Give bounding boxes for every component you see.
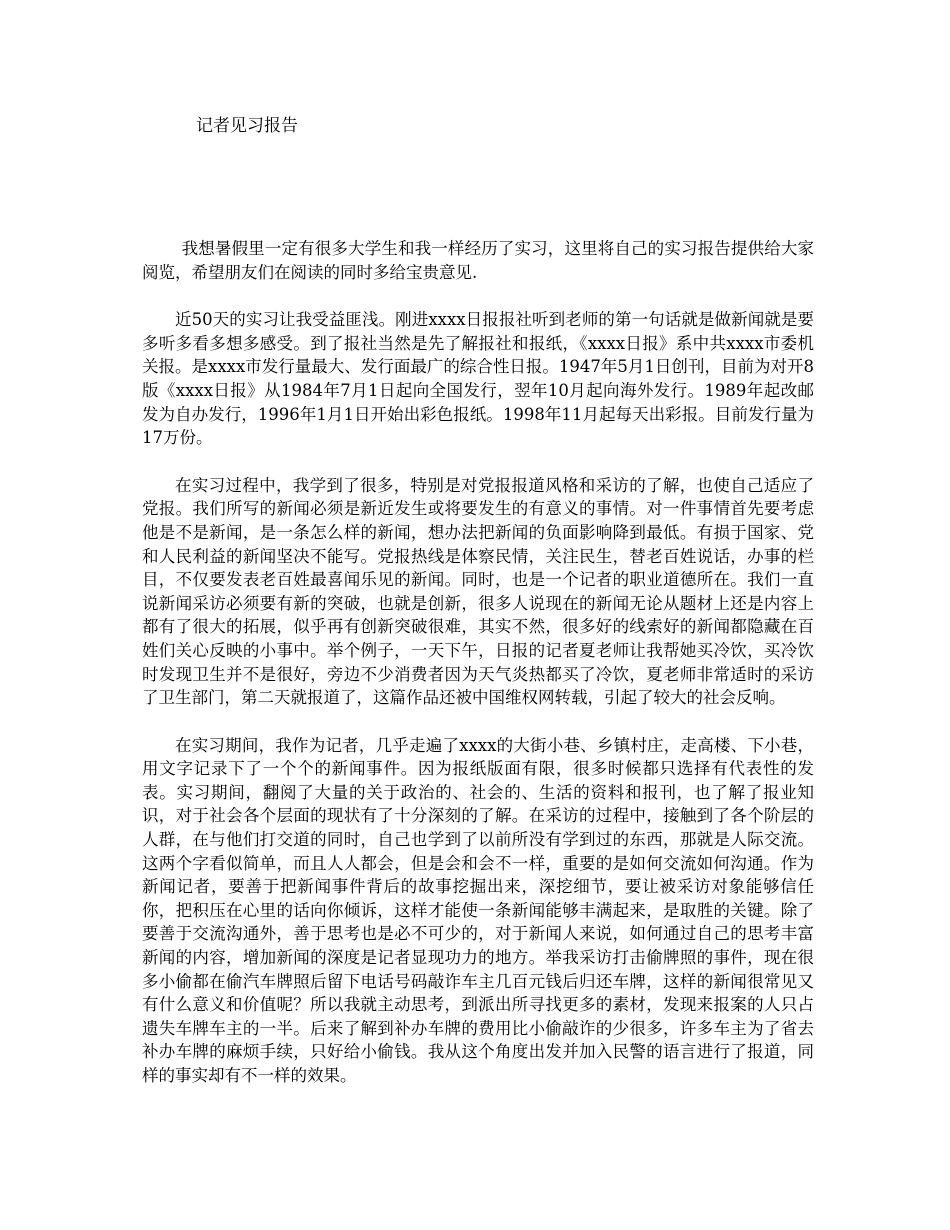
document-title: 记者见习报告: [196, 116, 298, 136]
reporting-practice-paragraph: 在实习期间，我作为记者，几乎走遍了xxxx的大街小巷、乡镇村庄，走高楼、下小巷，用文字记录下了一个个的新闻事件。因为报纸版面有限，很多时候都只选择有代表性的发表。实习期间，翻阅了大量的关于政治的、社会的、生活的资料和报刊，也了解了报业知识，对于社会各个层面的现状有了十分深刻的了解。在采访的过程中，接触到了各个阶层的人群，在与他们打交道的同时，自己也学到了以前所没有学到过的东西，那就是人际交流。这两个字看似简单，而且人人都会，但是会和会不一样，重要的是如何交流如何沟通。作为新闻记者，要善于把新闻事件背后的故事挖掘出来，深挖细节，要让被采访对象能够信任你，把积压在心里的话向你倾诉，这样才能使一条新闻能够丰满起来，是取胜的关键。除了要善于交流沟通外，善于思考也是必不可少的，对于新闻人来说，如何通过自己的思考丰富新闻的内容，增加新闻的深度是记者显现功力的地方。举我采访打击偷牌照的事件，现在很多小偷都在偷汽车牌照后留下电话号码敲诈车主几百元钱后归还车牌，这样的新闻很常见又有什么意义和价值呢？所以我就主动思考，到派出所寻找更多的素材，发现来报案的人只占遗失车牌车主的一半。后来了解到补办车牌的费用比小偷敲诈的少很多，许多车主为了省去补办车牌的麻烦手续，只好给小偷钱。我从这个角度出发并加入民警的语言进行了报道，同样的事实却有不一样的效果。: [142, 735, 814, 1085]
learning-experience-paragraph: 在实习过程中，我学到了很多，特别是对党报报道风格和采访的了解，也使自己适应了党报。我们所写的新闻必须是新近发生或将要发生的有意义的事情。对一件事情首先要考虑他是不是新闻，是一条怎么样的新闻，想办法把新闻的负面影响降到最低。有损于国家、党和人民利益的新闻坚决不能写。党报热线是体察民情，关注民生，替老百姓说话，办事的栏目，不仅要发表老百姓最喜闻乐见的新闻。同时，也是一个记者的职业道德所在。我们一直说新闻采访必须要有新的突破，也就是创新，很多人说现在的新闻无论从题材上还是内容上都有了很大的拓展，似乎再有创新突破很难，其实不然，很多好的线索好的新闻都隐藏在百姓们关心反映的小事中。举个例子，一天下午，日报的记者夏老师让我帮她买冷饮，买冷饮时发现卫生并不是很好，旁边不少消费者因为天气炎热都买了冷饮，夏老师非常适时的采访了卫生部门，第二天就报道了，这篇作品还被中国维权网转载，引起了较大的社会反响。: [142, 475, 814, 708]
newspaper-background-paragraph: 近50天的实习让我受益匪浅。刚进xxxx日报报社听到老师的第一句话就是做新闻就是要多听多看多想多感受。到了报社当然是先了解报社和报纸，《xxxx日报》系中共xxxx市委机关报。是xxxx市发行量最大、发行面最广的综合性日报。1947年5月1日创刊，目前为对开8版《xxxx日报》从1984年7月1日起向全国发行，翌年10月起向海外发行。1989年起改邮发为自办发行，1996年1月1日开始出彩色报纸。1998年11月起每天出彩报。目前发行量为17万份。: [142, 310, 814, 448]
intro-paragraph: 我想暑假里一定有很多大学生和我一样经历了实习，这里将自己的实习报告提供给大家阅览，希望朋友们在阅读的同时多给宝贵意见.: [142, 239, 814, 282]
document-body: [142, 237, 814, 1112]
